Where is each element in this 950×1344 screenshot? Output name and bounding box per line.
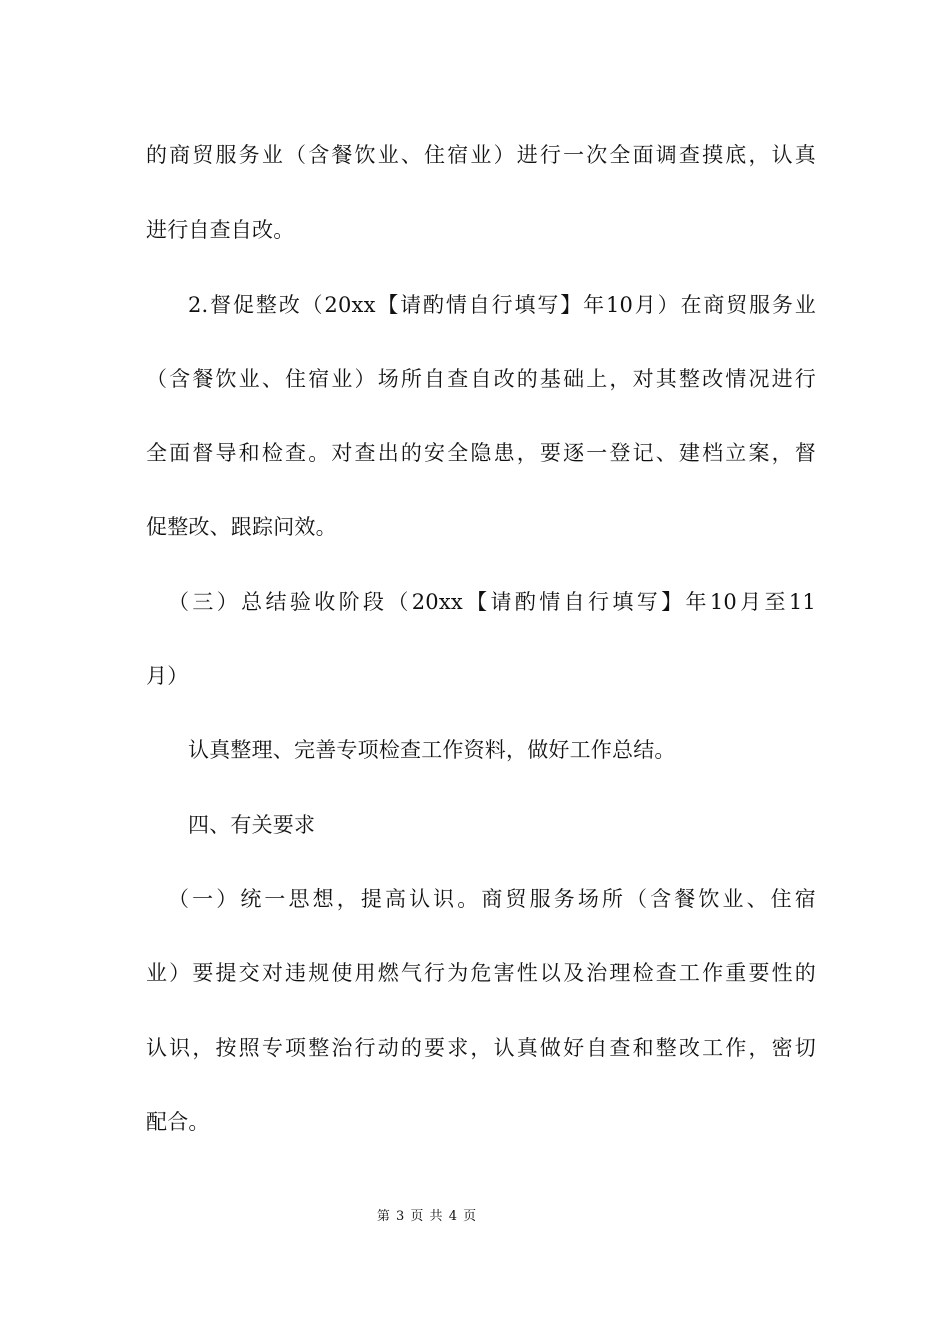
text-line: （一）统一思想，提高认识。商贸服务场所（含餐饮业、住宿 [168,887,816,911]
text-line: 认识，按照专项整治行动的要求，认真做好自查和整改工作，密切 [146,1036,816,1060]
section-heading-continuation: 月） [146,664,189,688]
page-footer [0,1208,950,1226]
text-line: 认真整理、完善专项检查工作资料，做好工作总结。 [188,738,676,762]
text-line: 进行自查自改。 [146,218,295,242]
text-line: 全面督导和检查。对查出的安全隐患，要逐一登记、建档立案，督 [146,441,816,465]
text-line: 业）要提交对违规使用燃气行为危害性以及治理检查工作重要性的 [146,961,816,985]
text-line: 的商贸服务业（含餐饮业、住宿业）进行一次全面调查摸底，认真 [146,143,816,167]
text-line: 促整改、跟踪问效。 [146,515,337,539]
text-line: 配合。 [146,1110,210,1134]
page-number: 第 3 页 共 4 页 [376,1209,478,1224]
text-line: 2.督促整改（20xx【请酌情自行填写】年10月）在商贸服务业 [188,293,816,317]
section-heading: （三）总结验收阶段（20xx【请酌情自行填写】年10月至11 [168,590,816,614]
text-line: （含餐饮业、住宿业）场所自查自改的基础上，对其整改情况进行 [146,367,816,391]
section-heading: 四、有关要求 [188,813,316,837]
